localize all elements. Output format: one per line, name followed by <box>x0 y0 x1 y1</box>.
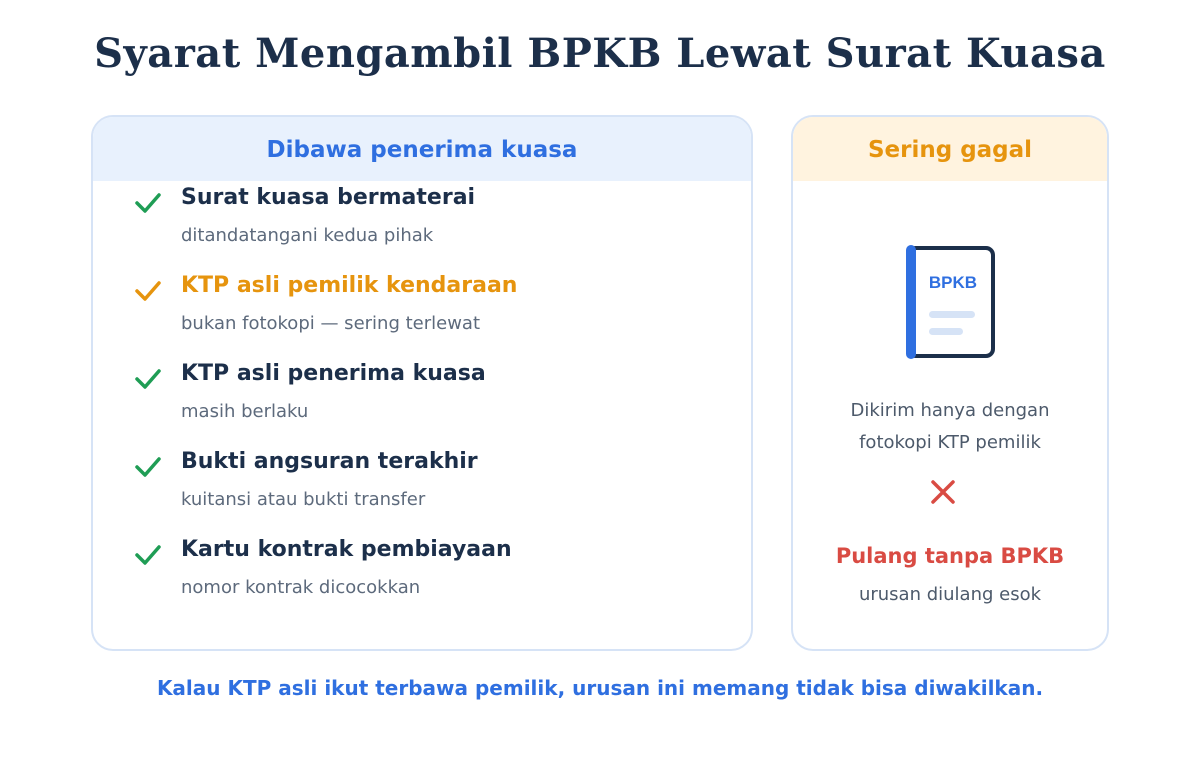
item-title: Surat kuasa bermaterai <box>181 185 476 210</box>
book-label: BPKB <box>928 273 978 292</box>
description-line: Dikirim hanya dengan <box>850 400 1050 421</box>
item-title: Bukti angsuran terakhir <box>181 449 478 474</box>
required-documents-card <box>91 115 753 651</box>
cross-icon <box>930 479 956 505</box>
item-title: KTP asli penerima kuasa <box>181 361 486 386</box>
footer-note: Kalau KTP asli ikut terbawa pemilik, urusan ini memang tidak bisa diwakilkan. <box>156 676 1044 700</box>
check-icon <box>133 276 163 306</box>
item-subtitle: kuitansi atau bukti transfer <box>181 489 426 510</box>
item-subtitle: ditandatangani kedua pihak <box>181 225 434 246</box>
failure-card <box>791 115 1109 651</box>
item-title: KTP asli pemilik kendaraan <box>181 273 518 298</box>
check-icon <box>133 364 163 394</box>
failure-result-note: urusan diulang esok <box>858 584 1042 605</box>
item-subtitle: bukan fotokopi — sering terlewat <box>181 313 481 334</box>
item-subtitle: masih berlaku <box>181 401 309 422</box>
failure-description <box>793 395 1107 459</box>
failure-result: Pulang tanpa BPKB <box>835 544 1065 568</box>
document-book-icon <box>905 245 997 361</box>
card-header: Sering gagal <box>793 117 1107 181</box>
card-header: Dibawa penerima kuasa <box>93 117 751 181</box>
check-icon <box>133 452 163 482</box>
check-icon <box>133 188 163 218</box>
item-subtitle: nomor kontrak dicocokkan <box>181 577 421 598</box>
description-line: fotokopi KTP pemilik <box>859 432 1041 453</box>
item-title: Kartu kontrak pembiayaan <box>181 537 512 562</box>
check-icon <box>133 540 163 570</box>
page-title: Syarat Mengambil BPKB Lewat Surat Kuasa <box>94 30 1106 77</box>
